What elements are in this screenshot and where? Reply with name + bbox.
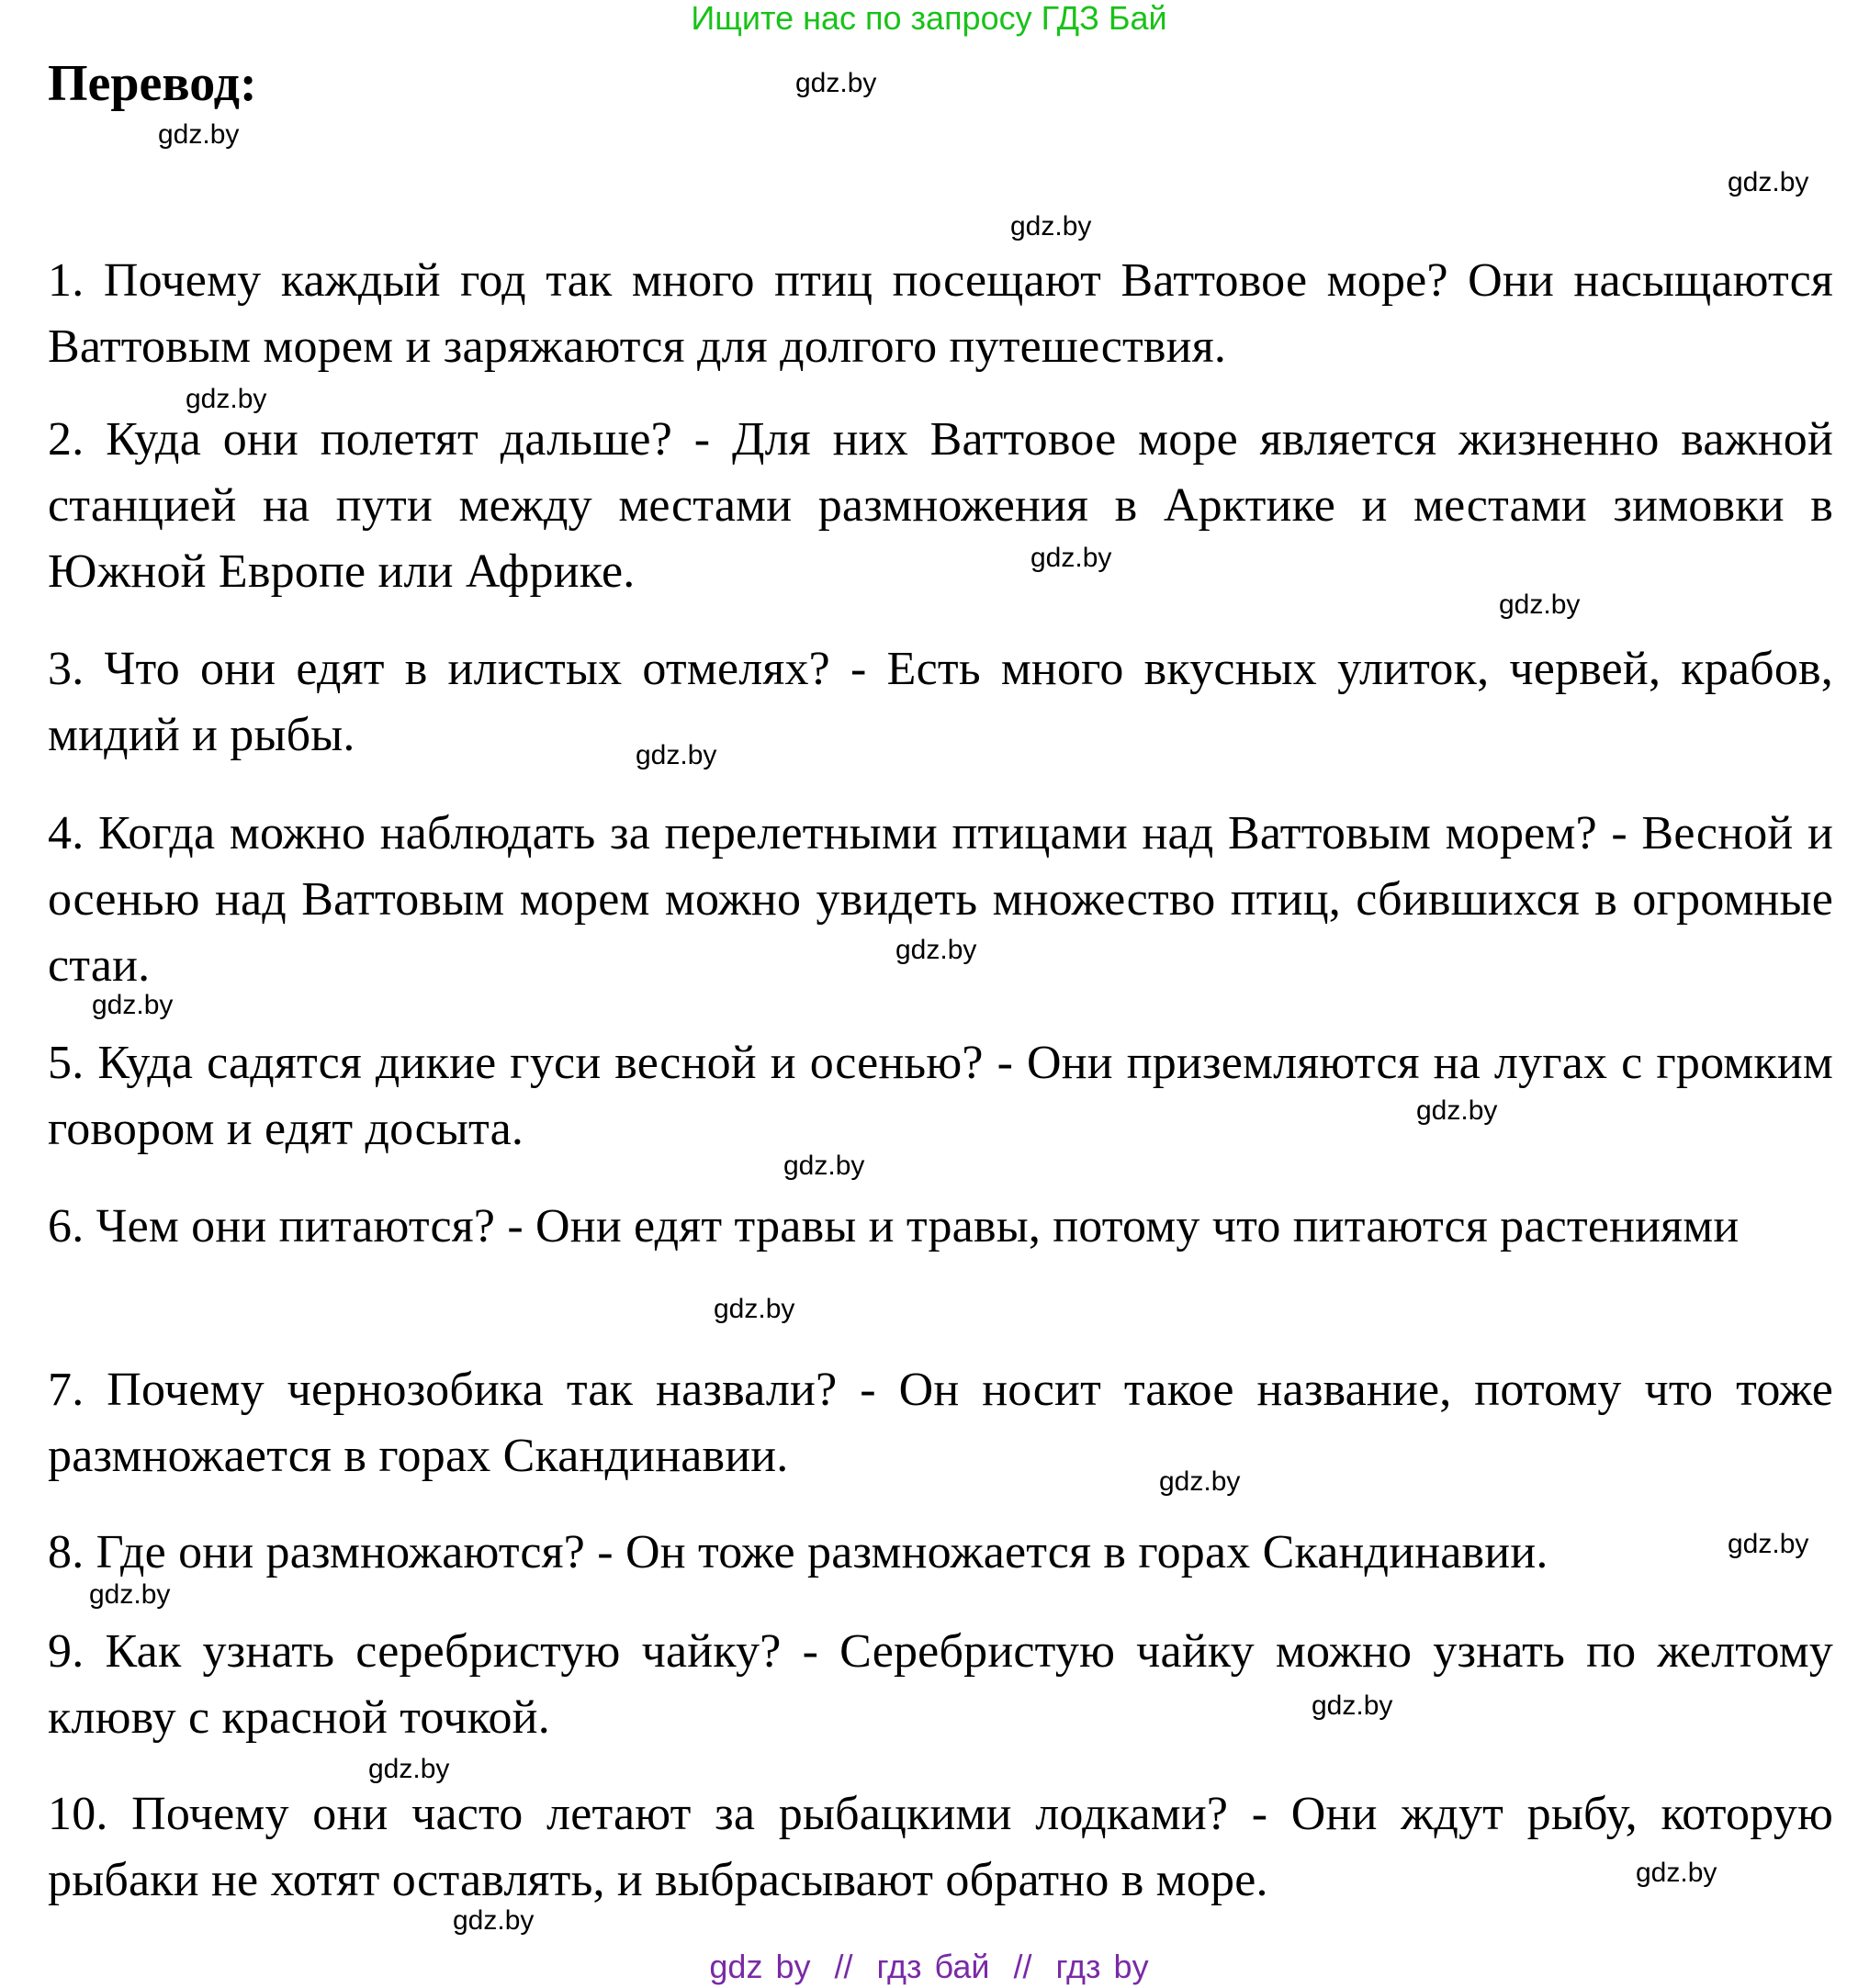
paragraph-9: 9. Как узнать серебристую чайку? - Серебристую чайку можно узнать по желтому клюву с красной точкой. (48, 1625, 1833, 1744)
watermark: gdz.by (1728, 167, 1809, 197)
paragraph-2: 2. Куда они полетят дальше? - Для них Ваттовое море является жизненно важной станцией на пути между местами размножения в Арктике и местами зимовки в Южной Европе или Африке. (48, 413, 1833, 598)
watermark: gdz.by (1010, 211, 1092, 241)
paragraph-6: 6. Чем они питаются? - Они едят травы и травы, потому что питаются растениями (48, 1200, 1740, 1252)
watermark: gdz.by (714, 1294, 795, 1324)
paragraph-7: 7. Почему чернозобика так назвали? - Он носит такое название, потому что тоже размножается в горах Скандинавии. (48, 1364, 1833, 1482)
watermark: gdz.by (1728, 1529, 1809, 1559)
watermark: gdz.by (795, 68, 877, 98)
watermark: gdz.by (158, 119, 240, 150)
paragraph-4: 4. Когда можно наблюдать за перелетными птицами над Ваттовым морем? - Весной и осенью над Ваттовым морем можно увидеть множество птиц, сбившихся в огромные стаи. (48, 807, 1833, 992)
watermark: gdz.by (1499, 590, 1581, 620)
paragraph-5: 5. Куда садятся дикие гуси весной и осенью? - Они приземляются на лугах с громким говором и едят досыта. (48, 1037, 1833, 1155)
footer-link-gdz-by-cyr[interactable]: гдз by (1055, 1948, 1149, 1985)
paragraph-3: 3. Что они едят в илистых отмелях? - Есть много вкусных улиток, червей, крабов, мидий и рыбы. (48, 643, 1833, 761)
paragraph-8: 8. Где они размножаются? - Он тоже размножается в горах Скандинавии. (48, 1526, 1548, 1578)
watermark: gdz.by (636, 740, 717, 770)
watermark: gdz.by (783, 1151, 865, 1181)
watermark: gdz.by (1030, 543, 1112, 573)
watermark: gdz.by (1312, 1690, 1393, 1721)
watermark: gdz.by (186, 384, 267, 414)
watermark: gdz.by (1416, 1095, 1498, 1126)
footer-separator: // (834, 1948, 853, 1985)
watermark: gdz.by (1636, 1858, 1717, 1888)
footer-links (0, 1949, 1858, 1985)
watermark: gdz.by (453, 1905, 535, 1936)
footer-link-gdz-bai[interactable]: гдз бай (876, 1948, 990, 1985)
page-title: Перевод: (48, 55, 257, 112)
watermark: gdz.by (92, 990, 174, 1020)
footer-link-gdz-by[interactable]: gdz by (709, 1948, 811, 1985)
watermark: gdz.by (368, 1754, 450, 1784)
paragraph-1: 1. Почему каждый год так много птиц посещают Ваттовое море? Они насыщаются Ваттовым морем и заряжаются для долгого путешествия. (48, 254, 1833, 373)
watermark: gdz.by (895, 935, 977, 965)
paragraph-10: 10. Почему они часто летают за рыбацкими лодками? - Они ждут рыбу, которую рыбаки не хотят оставлять, и выбрасывают обратно в море. (48, 1788, 1833, 1906)
top-banner: Ищите нас по запросу ГДЗ Бай (691, 0, 1167, 37)
footer-separator: // (1013, 1948, 1032, 1985)
watermark: gdz.by (89, 1579, 171, 1610)
watermark: gdz.by (1159, 1466, 1241, 1497)
